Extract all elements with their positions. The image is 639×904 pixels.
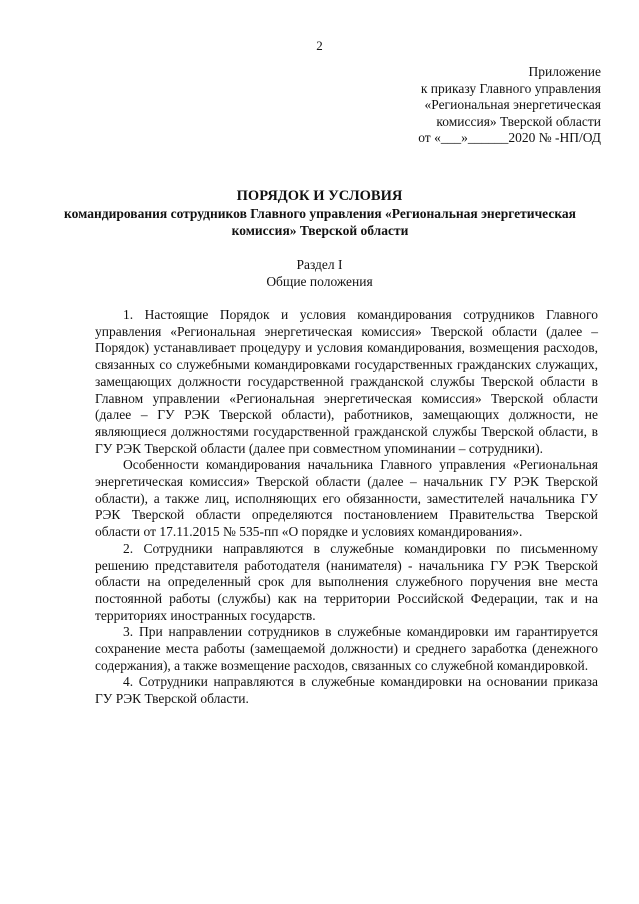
appendix-line: комиссия» Тверской области (436, 113, 601, 129)
document-subtitle: командирования сотрудников Главного управления «Региональная энергетическая комиссия» Тверской области (64, 206, 576, 238)
section-heading (0, 256, 639, 290)
document-body (95, 307, 598, 708)
appendix-line: «Региональная энергетическая (424, 97, 601, 112)
section-name: Общие положения (266, 274, 373, 289)
appendix-line: к приказу Главного управления (420, 80, 601, 96)
page-number: 2 (316, 38, 323, 53)
paragraph: Особенности командирования начальника Главного управления «Региональная энергетическая комиссия» Тверской области (далее – начальник ГУ РЭК Тверской области), а также лиц, исполняющих его обязанности, заместителей начальника ГУ РЭК Тверской области определяются постановлением Правительства Тверской области от 17.11.2015 № 535-пп «О порядке и условиях командирования». (95, 457, 598, 540)
paragraph: 1. Настоящие Порядок и условия командирования сотрудников Главного управления «Региональная энергетическая комиссия» Тверской области (далее – Порядок) устанавливает процедуру и условия командирования, возмещения расходов, связанных со служебными командировками государственных гражданских служащих, замещающих должности государственной гражданской службы Тверской области в Главном управлении «Региональная энергетическая комиссия» Тверской области (далее – ГУ РЭК Тверской области), работников, замещающих должности, не являющиеся должностями государственной гражданской службы Тверской области, в ГУ РЭК Тверской области (далее при совместном упоминании – сотрудники). (95, 307, 598, 456)
paragraph: 2. Сотрудники направляются в служебные командировки по письменному решению представителя работодателя (нанимателя) - начальника ГУ РЭК Тверской области на определенный срок для выполнения служебного поручения вне места постоянной работы (службы) как на территории Российской Федерации, так и на территориях иностранных государств. (95, 540, 598, 623)
section-number: Раздел I (296, 257, 343, 272)
document-title: ПОРЯДОК И УСЛОВИЯ (236, 188, 403, 204)
paragraph: 3. При направлении сотрудников в служебные командировки им гарантируется сохранение места работы (замещаемой должности) и среднего заработка (денежного содержания), а также возмещение расходов, связанных со служебной командировкой. (95, 624, 598, 673)
appendix-line: Приложение (528, 64, 601, 79)
appendix-header (418, 64, 601, 147)
appendix-order-line: от «___»______2020 № -НП/ОД (418, 130, 601, 145)
paragraph: 4. Сотрудники направляются в служебные командировки на основании приказа ГУ РЭК Тверской области. (95, 674, 598, 707)
